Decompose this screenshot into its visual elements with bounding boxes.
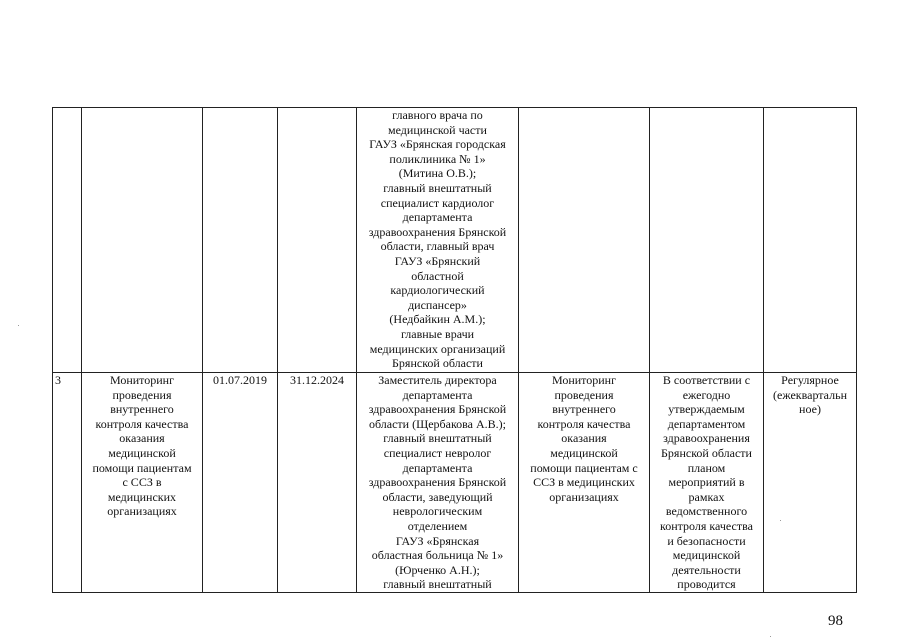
cell-text-line: области, заведующий <box>382 489 493 504</box>
cell-text-line: главный внештатный <box>383 431 492 446</box>
cell-text-line: областной <box>411 268 464 283</box>
cell-text-line: департамента <box>402 460 473 475</box>
cell-text-line: внутреннего <box>552 402 616 417</box>
end-date-cell: 31.12.2024 <box>278 373 357 593</box>
cell-text-line: здравоохранения Брянской <box>368 402 507 417</box>
cell-text-line: с ССЗ в <box>122 475 162 490</box>
periodicity-cell <box>764 108 857 373</box>
row-number-cell <box>53 108 82 373</box>
responsible-cell <box>357 373 519 593</box>
cell-text-line: здравоохранения Брянской <box>368 475 507 490</box>
cell-text-line: здравоохранения Брянской <box>368 224 507 239</box>
cell-text-line: медицинских <box>107 489 177 504</box>
cell-text-line: департамента <box>402 387 473 402</box>
cell-text-line: Заместитель директора <box>378 373 497 387</box>
cell-text-line: главный внештатный <box>383 180 492 195</box>
cell-text-line: помощи пациентам с <box>530 460 638 475</box>
cell-text-line: ведомственного <box>665 504 748 519</box>
table-row <box>53 108 857 373</box>
cell-text-line: (Юрченко А.Н.); <box>395 562 480 577</box>
cell-text-line: Брянской области <box>392 356 483 371</box>
cell-text-line: медицинской <box>550 445 618 460</box>
cell-text-line: Брянской области <box>661 445 752 460</box>
scan-speck <box>780 520 781 521</box>
cell-text-line: (ежеквартальн <box>773 387 847 402</box>
cell-text-line: отделением <box>407 518 468 533</box>
result-cell <box>519 108 650 373</box>
measures-table <box>52 107 857 593</box>
cell-text-line: (Митина О.В.); <box>398 166 477 181</box>
start-date-cell <box>203 108 278 373</box>
cell-text-line: Регулярное <box>781 373 839 387</box>
cell-text-line: рамках <box>688 489 725 504</box>
cell-text-line: мероприятий в <box>668 475 745 490</box>
cell-text-line: ГАУЗ «Брянский <box>394 253 481 268</box>
end-date-cell <box>278 108 357 373</box>
cell-text-line: Мониторинг <box>551 373 617 387</box>
cell-text-line: утверждаемым <box>668 402 745 417</box>
cell-text-line: ССЗ в медицинских <box>533 475 635 490</box>
cell-text-line: медицинских организаций <box>369 341 506 356</box>
scan-speck <box>770 636 771 637</box>
cell-text-line: проведения <box>112 387 172 402</box>
cell-text-line: кардиологический <box>390 283 485 298</box>
cell-text-line: неврологическим <box>392 504 483 519</box>
cell-text-line: главные врачи <box>400 326 475 341</box>
cell-text-line: поликлиника № 1» <box>389 151 486 166</box>
scan-speck <box>18 325 19 326</box>
cell-text-line: (Недбайкин А.М.); <box>389 312 486 327</box>
event-cell <box>82 373 203 593</box>
page-number: 98 <box>828 613 843 629</box>
cell-text-line: диспансер» <box>408 297 467 312</box>
cell-text-line: областная больница № 1» <box>371 548 504 563</box>
cell-text-line: специалист невролог <box>383 445 492 460</box>
cell-text-line: и безопасности <box>667 533 746 548</box>
cell-text-line: контроля качества <box>95 416 189 431</box>
cell-text-line: главного врача по <box>392 108 483 122</box>
row-number-cell: 3 <box>53 373 82 593</box>
cell-text-line: медицинской <box>672 548 741 563</box>
cell-text-line: проведения <box>554 387 614 402</box>
cell-text-line: Мониторинг <box>109 373 175 387</box>
cell-text-line: специалист кардиолог <box>380 195 495 210</box>
cell-text-line: организациях <box>549 489 619 504</box>
start-date-cell: 01.07.2019 <box>203 373 278 593</box>
cell-text-line: ное) <box>799 402 821 417</box>
responsible-cell <box>357 108 519 373</box>
cell-text-line: области, главный врач <box>380 239 495 254</box>
cell-text-line: департаментом <box>667 416 746 431</box>
cell-text-line: ГАУЗ «Брянская городская <box>369 137 506 152</box>
cell-text-line: помощи пациентам <box>92 460 192 475</box>
cell-text-line: В соответствии с <box>662 373 751 387</box>
cell-text-line: внутреннего <box>110 402 174 417</box>
cell-text-line: оказания <box>119 431 165 446</box>
cell-text-line: здравоохранения <box>663 431 750 446</box>
cell-text-line: медицинской части <box>388 122 487 137</box>
cell-text-line: главный внештатный <box>383 577 492 592</box>
event-cell <box>82 108 203 373</box>
cell-text-line: департамента <box>402 210 473 225</box>
cell-text-line: ГАУЗ «Брянская <box>395 533 480 548</box>
cell-text-line: медицинской <box>108 445 176 460</box>
periodicity-cell <box>764 373 857 593</box>
cell-text-line: деятельности <box>672 562 741 577</box>
result-cell <box>519 373 650 593</box>
cell-text-line: контроля качества <box>537 416 631 431</box>
cell-text-line: планом <box>687 460 726 475</box>
cell-text-line: ежегодно <box>682 387 731 402</box>
indicator-cell <box>650 373 764 593</box>
cell-text-line: проводится <box>677 577 736 592</box>
cell-text-line: организациях <box>107 504 177 519</box>
table-row <box>53 373 857 593</box>
indicator-cell <box>650 108 764 373</box>
cell-text-line: области (Щербакова А.В.); <box>368 416 507 431</box>
cell-text-line: оказания <box>561 431 607 446</box>
cell-text-line: контроля качества <box>660 518 753 533</box>
